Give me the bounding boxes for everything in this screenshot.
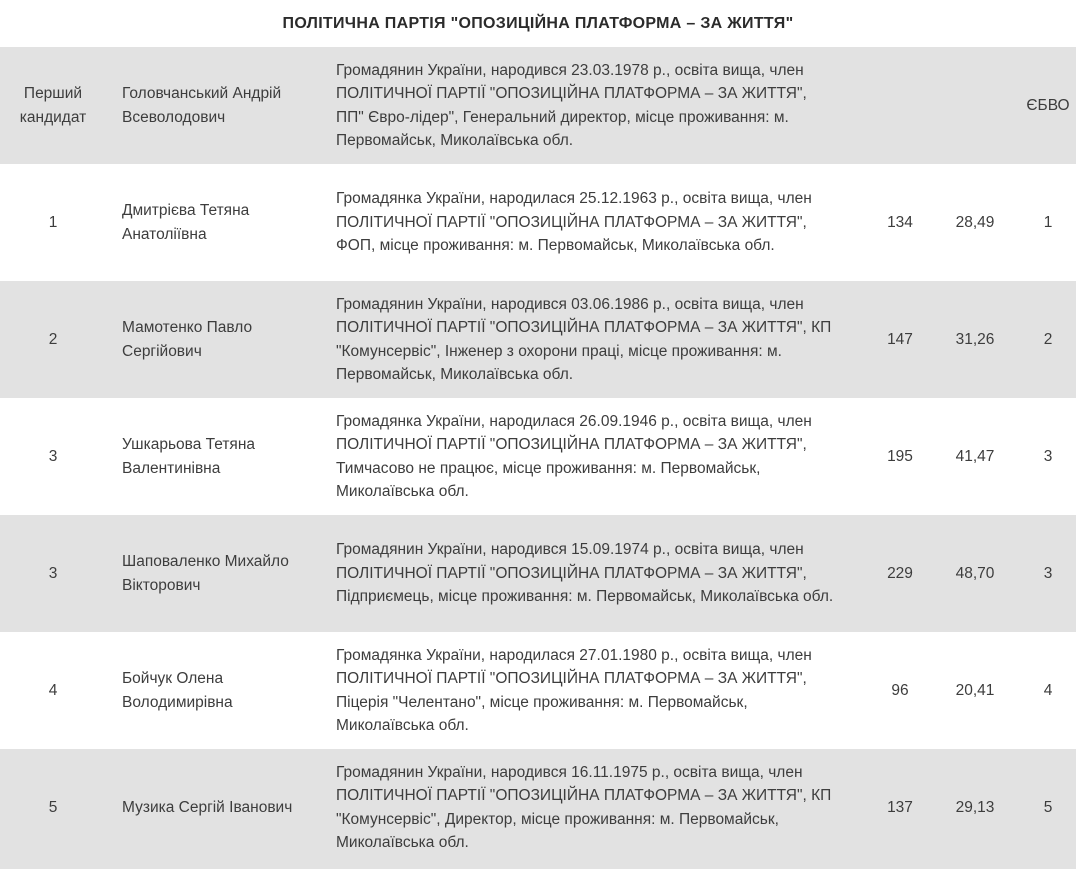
candidate-position: 5 — [48, 798, 58, 816]
candidate-position: 1 — [48, 213, 58, 231]
candidate-mark: 3 — [1043, 564, 1053, 582]
candidate-votes — [870, 47, 930, 164]
table-row — [0, 47, 1076, 164]
candidate-mark: ЄБВО — [1026, 96, 1070, 114]
table-row — [0, 281, 1076, 398]
candidate-position: 3 — [48, 564, 58, 582]
candidate-description: Громадянин України, народився 15.09.1974 р., освіта вища, член ПОЛІТИЧНОЇ ПАРТІЇ "ОПОЗИЦІЙНА ПЛАТФОРМА – ЗА ЖИТТЯ", Підприємець, місце проживання: м. Первомайськ, Миколаївська обл. — [336, 541, 834, 606]
candidate-percent: 20,41 — [955, 681, 995, 699]
candidate-mark: 1 — [1043, 213, 1053, 231]
candidate-name: Мамотенко Павло Сергійович — [122, 319, 253, 360]
candidate-mark: 2 — [1043, 330, 1053, 348]
table-row — [0, 164, 1076, 281]
candidate-mark: 3 — [1043, 447, 1053, 465]
candidate-percent: 29,13 — [955, 798, 995, 816]
candidate-description: Громадянин України, народився 16.11.1975 р., освіта вища, член ПОЛІТИЧНОЇ ПАРТІЇ "ОПОЗИЦІЙНА ПЛАТФОРМА – ЗА ЖИТТЯ", КП "Комунсервіс", Директор, місце проживання: м. Первомайськ, Миколаївська обл. — [336, 763, 832, 851]
candidate-mark: 5 — [1043, 798, 1053, 816]
table-row — [0, 632, 1076, 749]
candidate-percent: 48,70 — [955, 564, 995, 582]
table-row — [0, 398, 1076, 515]
candidate-position: Перший кандидат — [19, 85, 87, 126]
candidate-description: Громадянка України, народилася 26.09.1946 р., освіта вища, член ПОЛІТИЧНОЇ ПАРТІЇ "ОПОЗИЦІЙНА ПЛАТФОРМА – ЗА ЖИТТЯ", Тимчасово не працює, місце проживання: м. Первомайськ, Миколаївська обл. — [336, 412, 812, 500]
table-bottom-divider — [0, 866, 1076, 869]
candidate-description: Громадянин України, народився 23.03.1978 р., освіта вища, член ПОЛІТИЧНОЇ ПАРТІЇ "ОПОЗИЦІЙНА ПЛАТФОРМА – ЗА ЖИТТЯ", ПП" Євро-лідер", Генеральний директор, місце проживання: м. Первомайськ, Миколаївська обл. — [336, 61, 807, 149]
candidate-position: 3 — [48, 447, 58, 465]
candidate-percent: 28,49 — [955, 213, 995, 231]
candidate-votes: 147 — [887, 330, 913, 348]
candidate-name: Дмитрієва Тетяна Анатоліївна — [122, 202, 250, 243]
table-row — [0, 515, 1076, 632]
candidate-name: Головчанський Андрій Всеволодович — [122, 85, 282, 126]
candidate-name: Бойчук Олена Володимирівна — [122, 670, 233, 711]
table-row — [0, 749, 1076, 866]
party-title: ПОЛІТИЧНА ПАРТІЯ "ОПОЗИЦІЙНА ПЛАТФОРМА – ЗА ЖИТТЯ" — [282, 14, 794, 32]
candidate-mark: 4 — [1043, 681, 1053, 699]
candidate-description: Громадянин України, народився 03.06.1986 р., освіта вища, член ПОЛІТИЧНОЇ ПАРТІЇ "ОПОЗИЦІЙНА ПЛАТФОРМА – ЗА ЖИТТЯ", КП "Комунсервіс", Інженер з охорони праці, місце проживання: м. Первомайськ, Миколаївська обл. — [336, 295, 832, 383]
candidate-description: Громадянка України, народилася 25.12.1963 р., освіта вища, член ПОЛІТИЧНОЇ ПАРТІЇ "ОПОЗИЦІЙНА ПЛАТФОРМА – ЗА ЖИТТЯ", ФОП, місце проживання: м. Первомайськ, Миколаївська обл. — [336, 190, 812, 255]
candidate-votes: 137 — [887, 798, 913, 816]
candidate-description: Громадянка України, народилася 27.01.1980 р., освіта вища, член ПОЛІТИЧНОЇ ПАРТІЇ "ОПОЗИЦІЙНА ПЛАТФОРМА – ЗА ЖИТТЯ", Піцерія "Челентано", місце проживання: м. Первомайськ, Миколаївська обл. — [336, 646, 812, 734]
candidate-position: 2 — [48, 330, 58, 348]
candidate-percent: 31,26 — [955, 330, 995, 348]
candidate-name: Музика Сергій Іванович — [122, 798, 293, 816]
candidate-name: Шаповаленко Михайло Вікторович — [122, 553, 289, 594]
candidate-name: Ушкарьова Тетяна Валентинівна — [122, 436, 256, 477]
candidate-percent: 41,47 — [955, 447, 995, 465]
candidate-position: 4 — [48, 681, 58, 699]
candidate-votes: 195 — [887, 447, 913, 465]
candidate-percent — [930, 47, 1020, 164]
candidates-table — [0, 47, 1076, 866]
candidate-votes: 96 — [891, 681, 909, 699]
candidate-votes: 134 — [887, 213, 913, 231]
candidate-votes: 229 — [887, 564, 913, 582]
